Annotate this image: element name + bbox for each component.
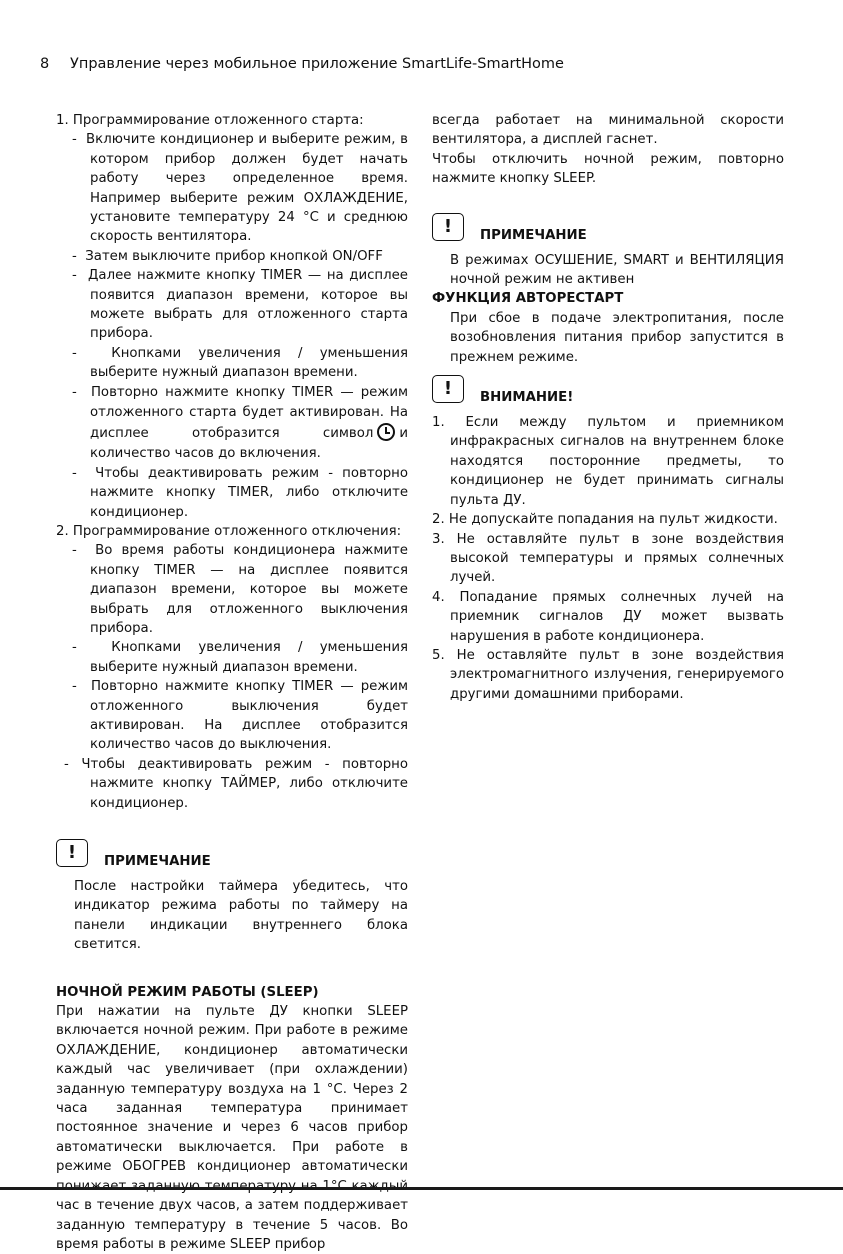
- delayed-stop-title: 2. Программирование отложенного отключения:: [56, 523, 402, 539]
- delayed-start-item-6: - Чтобы деактивировать режим - повторно нажмите кнопку TIMER, либо отключите кондиционер.: [72, 465, 408, 520]
- right-column: [432, 111, 784, 704]
- warning-item-5: 5. Не оставляйте пульт в зоне воздействия электромагнитного излучения, генерируемого другими домашними приборами.: [432, 647, 784, 702]
- warning-box: [432, 375, 784, 413]
- autorestart-text: При сбое в подаче электропитания, после возобновления питания прибор запустится в прежнем режиме.: [450, 310, 784, 365]
- exclamation-icon: !: [432, 213, 464, 241]
- delayed-start-item-3: - Далее нажмите кнопку TIMER — на дисплее появится диапазон времени, которое вы можете выбрать для отложенного старта прибора.: [72, 268, 408, 342]
- warning-item-1: 1. Если между пультом и приемником инфракрасных сигналов на внутреннем блоке находятся посторонние предметы, то кондиционер не будет принимать сигналы пульта ДУ.: [432, 415, 784, 508]
- delayed-stop-item-4: - Чтобы деактивировать режим - повторно нажмите кнопку ТАЙМЕР, либо отключите кондиционер.: [64, 756, 408, 811]
- sleep-text-continued: всегда работает на минимальной скорости вентилятора, а дисплей гаснет.: [432, 113, 784, 148]
- sleep-off-text: Чтобы отключить ночной режим, повторно нажмите кнопку SLEEP.: [432, 151, 784, 187]
- page-header-title: Управление через мобильное приложение SmartLife-SmartHome: [70, 56, 564, 72]
- warning-item-3: 3. Не оставляйте пульт в зоне воздействия высокой температуры и прямых солнечных лучей.: [432, 531, 784, 586]
- timer-clock-icon: [377, 423, 395, 441]
- delayed-stop-item-3: - Повторно нажмите кнопку TIMER — режим отложенного выключения будет активирован. На дисплее отобразится количество часов до выключения.: [72, 679, 408, 753]
- warning-title: ВНИМАНИЕ!: [480, 390, 574, 406]
- autorestart-title: ФУНКЦИЯ АВТОРЕСТАРТ: [432, 291, 624, 307]
- page-header: [40, 54, 564, 74]
- exclamation-icon: !: [432, 375, 464, 403]
- note-text: После настройки таймера убедитесь, что индикатор режима работы по таймеру на панели индикации внутреннего блока светится.: [74, 879, 408, 953]
- exclamation-icon: !: [56, 839, 88, 867]
- note-title: ПРИМЕЧАНИЕ: [480, 227, 587, 243]
- warning-item-2: 2. Не допускайте попадания на пульт жидкости.: [432, 512, 778, 528]
- delayed-stop-item-2: - Кнопками увеличения / уменьшения выберите нужный диапазон времени.: [72, 640, 408, 675]
- delayed-stop-item-1: - Во время работы кондиционера нажмите кнопку TIMER — на дисплее появится диапазон времени, которое вы можете выбрать для отложенного выключения прибора.: [72, 543, 408, 636]
- delayed-start-item-1: - Включите кондиционер и выберите режим, в котором прибор должен будет начать работу через определенное время. Например выберите режим ОХЛАЖДЕНИЕ, установите температуру 24 °С и среднюю скорость вентилятора.: [72, 132, 408, 245]
- note-sleep: [432, 213, 784, 251]
- note-title: ПРИМЕЧАНИЕ: [104, 854, 211, 869]
- sleep-text: При нажатии на пульте ДУ кнопки SLEEP включается ночной режим. При работе в режиме ОХЛАЖДЕНИЕ, кондиционер автоматически каждый час увеличивает (при охлаждении) заданную температуру воздуха на 1 °С. Через 2 часа заданная температура принимает постоянное значение и через 6 часов прибор автоматически выключается. При работе в режиме ОБОГРЕВ кондиционер автоматически час в течение двух часов, а затем поддерживает заданную температуру в течение 5 часов. Во время работы в режиме SLEEP прибор: [56, 1004, 408, 1252]
- delayed-start-item-4: - Кнопками увеличения / уменьшения выберите нужный диапазон времени.: [72, 345, 408, 381]
- left-column: [56, 111, 408, 1254]
- delayed-start-item-5: - Повторно нажмите кнопку TIMER — режим отложенного старта будет активирован. На дисплее отобразится символ и количество часов до включения.: [72, 384, 408, 461]
- page-number: 8: [40, 56, 50, 72]
- sleep-title: НОЧНОЙ РЕЖИМ РАБОТЫ (SLEEP): [56, 984, 319, 1000]
- note-timer: [56, 839, 408, 877]
- warning-item-4: 4. Попадание прямых солнечных лучей на приемник сигналов ДУ может вызвать нарушения в работе кондиционера.: [432, 589, 784, 644]
- delayed-start-item-2: - Затем выключите прибор кнопкой ON/OFF: [72, 248, 383, 264]
- delayed-start-title: 1. Программирование отложенного старта:: [56, 113, 364, 128]
- note-text: В режимах ОСУШЕНИЕ, SMART и ВЕНТИЛЯЦИЯ ночной режим не активен: [450, 252, 784, 288]
